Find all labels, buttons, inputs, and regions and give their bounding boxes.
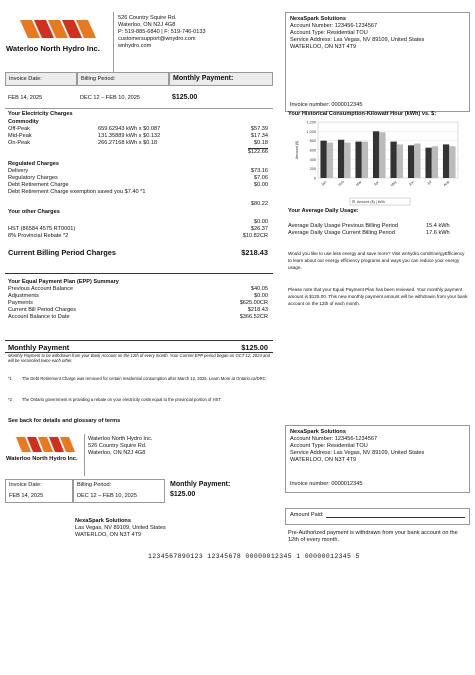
chart-legend-label: Amount ($) | kWh [357,200,385,204]
epp-row [8,314,268,321]
chart-bar [425,148,431,178]
stub-address-1: 526 Country Squire Rd. [88,442,147,449]
stub-mail-name: NexaSpark Solutions [75,518,131,524]
commodity-row-amount: $57.39 [250,125,268,132]
company-address-2: Waterloo, ON N2J 4G8 [118,21,176,28]
commodity-row [8,140,268,147]
epp-row-amount: $218.43 [247,306,268,313]
invoice-date-label: Invoice Date: [5,72,77,86]
stub-monthly-payment-cell [167,479,277,503]
footnote-2-mark: *2 [8,397,12,402]
invoice-number: Invoice number: 0000012345 [290,102,363,109]
commodity-total-row [8,148,268,156]
commodity-list [8,126,268,147]
chart-bar [443,144,449,178]
commodity-row-detail: 266.27168 kWh x $0.18 [98,139,158,146]
company-web[interactable]: wnhydro.com [118,42,152,49]
chart-bar [355,142,361,178]
other-row-label: 8% Provincial Rebate *2 [8,232,69,239]
company-phone: P: 519-885-6840 | F: 519-746-0133 [118,28,206,35]
company-email[interactable]: customersupport@wnydro.com [118,35,196,42]
stub-logo-mark-icon [6,436,86,453]
regulated-row [8,189,268,196]
epp-row-label: Previous Account Balance [8,285,73,292]
customer-city: WATERLOO, ON N3T 4T9 [290,43,357,50]
epp-row-amount: $40.05 [250,285,268,292]
chart-y-tick-label: 1,000 [306,129,316,134]
see-back-note: See back for details and glossary of terms [8,418,121,424]
avg-row-previous [288,223,468,230]
current-charges-row [8,248,268,257]
stub-customer-name: NexaSpark Solutions [290,429,346,435]
chart-y-tick-label: 400 [309,157,316,162]
regulated-list [8,168,268,196]
preauth-text: Pre-Authorized payment is withdrawn from your bank account on the 12th of every month. [288,530,458,543]
chart-x-tick-label: Mar [355,179,363,188]
avg-current-label: Average Daily Usage Current Billing Period [288,229,395,236]
regulated-row-label: Regulatory Charges [8,174,58,181]
chart-x-tick-label: Aug [442,179,450,188]
regulated-total-row [8,201,268,208]
monthly-payment-value: $125.00 [172,94,198,101]
epp-row-label: Payments [8,299,33,306]
regulated-row-label: Debt Retirement Charge exemption saved you $7.40 *1 [8,188,146,195]
charges-section [8,111,268,257]
epp-review-text: Please note that your Equal Payment Plan has been reviewed. Your monthly payment amount is $125.00. This new monthly payment amount will be withdrawn from your bank account on the 12th of each month. [288,287,468,306]
chart-y-tick-label: 600 [309,148,316,153]
commodity-row-detail: 131.35889 kWh x $0.132 [98,132,161,139]
chart-x-tick-label: Feb [337,179,345,188]
invoice-date-value: FEB 14, 2025 [8,95,43,101]
monthly-payment-title: Monthly Payment [8,343,70,352]
other-row-amount: $26.37 [250,225,268,232]
chart-legend-swatch [352,200,355,203]
chart-y-tick-label: 0 [313,176,316,181]
chart-bar [449,146,455,178]
epp-row [8,307,268,314]
regulated-row-amount: $7.06 [254,174,268,181]
commodity-row-label: On-Peak [8,139,31,146]
other-zero: $0.00 [254,218,268,225]
invoice-header-table [5,72,285,108]
footnote-1 [8,376,270,381]
epp-row-label: Adjustments [8,292,39,299]
stub-header-table [5,479,285,509]
epp-row-label: Current Bill Period Charges [8,306,77,313]
epp-row-amount: $366.52CR [239,313,268,320]
chart-x-tick-label: Apr [373,179,380,187]
footnote-1-mark: *1 [8,376,12,381]
account-number: Account Number: 123456-1234567 [290,22,378,29]
history-chart-svg [290,118,470,210]
regulated-row-label: Debt Retirement Charge [8,181,69,188]
other-title: Your other Charges [8,208,60,215]
chart-y-tick-label: 200 [309,167,316,172]
amount-paid-field[interactable] [326,512,465,518]
other-row-label: HST (86584 4575 RT0001) [8,225,76,232]
commodity-row-label: Mid-Peak [8,132,32,139]
epp-row-amount: $625.00CR [239,299,268,306]
current-charges-label: Current Billing Period Charges [8,247,117,257]
epp-title: Your Equal Payment Plan (EPP) Summary [8,279,119,285]
epp-row-amount: $0.00 [254,292,268,299]
regulated-row-amount: $73.16 [250,167,268,174]
company-logo [6,18,112,52]
epp-section [8,279,268,321]
stub-billing-period-cell [73,479,165,503]
stub-city: WATERLOO, ON N3T 4T9 [290,456,357,463]
chart-bar [344,143,350,178]
commodity-row [8,126,268,133]
chart-bar [414,143,420,178]
stub-mail-address-1: Las Vegas, NV 89109, United States [75,524,166,531]
stub-invoice-date-label: Invoice Date: [9,482,42,488]
stub-barcode-line: 1234567890123 12345678 00000012345 1 00000012345 5 [148,553,360,560]
stub-invoice-date: FEB 14, 2025 [9,492,44,499]
epp-row [8,293,268,300]
regulated-title: Regulated Charges [8,160,59,167]
commodity-row-amount: $17.34 [250,132,268,139]
chart-bar [408,145,414,178]
chart-bar [379,132,385,178]
regulated-row [8,182,268,189]
epp-row-label: Account Balance to Date [8,313,70,320]
stub-address-2: Waterloo, ON N2J 4G8 [88,449,146,456]
commodity-row-detail: 659.62943 kWh x $0.087 [98,125,161,132]
stub-service-address: Service Address: Las Vegas, NV 89109, United States [290,449,425,456]
chart-bar [432,146,438,178]
commodity-total: $122.66 [247,148,268,155]
chart-x-tick-label: Jul [426,179,433,186]
monthly-note: Monthly Payment to be withdrawn from your Bank Account on the 12th of every month. Your Current EPP period began on OCT 12, 2024 and will be reconciled twice each other. [8,353,270,364]
other-zero-row [8,219,268,226]
epp-row [8,300,268,307]
regulated-row-label: Delivery [8,167,29,174]
epp-list [8,286,268,321]
stub-monthly-payment-label: Monthly Payment: [170,481,231,488]
amount-paid-label: Amount Paid: [290,512,324,518]
chart-x-tick-label: May [389,179,398,188]
other-row [8,226,268,233]
chart-bar [397,144,403,178]
other-row-amount: $10.82CR [242,232,268,239]
chart-bar [327,143,333,178]
chart-bar [362,142,368,178]
service-address: Service Address: Las Vegas, NV 89109, United States [290,36,425,43]
monthly-payment-row [8,343,268,352]
footnote-1-text: The Debt Retirement Charge was removed for certain residential consumption after March 12, 2025. Learn More at Ontario.ca/DRC [22,376,266,381]
company-name: Waterloo North Hydro Inc. [6,43,100,53]
stub-company-address [84,434,284,476]
stub-mailing-address [75,518,166,539]
monthly-payment-amount: $125.00 [241,343,268,352]
stub-account-type: Account Type: Residential TOU [290,442,368,449]
avg-previous-value: 15.4 kWh [426,223,450,229]
amount-paid-box [285,508,470,525]
chart-y-axis-label: Amount ($) [295,140,299,160]
other-list [8,226,268,240]
energy-efficiency-text: Would you like to use less energy and save more? Visit wnhydro.com/EnergyEfficiency to learn about our energy efficiency programs and ways you can reduce your energy usage. [288,251,465,270]
epp-row [8,286,268,293]
chart-bar [320,141,326,178]
avg-row-current [288,230,468,237]
header-divider [5,108,273,109]
avg-title: Your Average Daily Usage: [288,208,359,214]
customer-block [285,12,470,112]
regulated-total: $80.22 [250,200,268,207]
chart-x-tick-label: Jun [408,179,415,187]
logo-mark-icon [6,18,112,40]
company-address-block [113,12,285,72]
stub-invoice-number: Invoice number: 0000012345 [290,481,363,488]
stub-logo [6,436,86,462]
commodity-row-label: Off-Peak [8,125,30,132]
regulated-row [8,175,268,182]
chart-y-tick-label: 1,200 [306,120,316,125]
customer-name: NexaSpark Solutions [290,16,346,22]
commodity-row [8,133,268,140]
avg-previous-label: Average Daily Usage Previous Billing Period [288,223,398,229]
commodity-title: Commodity [8,118,39,125]
stub-billing-period: DEC 12 – FEB 10, 2025 [77,492,138,499]
avg-current-value: 17.6 kWh [426,229,450,236]
chart-bar [373,131,379,178]
stub-mail-address-2: WATERLOO, ON N3T 4T9 [75,531,142,538]
chart-x-tick-label: Jan [320,179,328,187]
avg-rows [288,223,468,237]
stub-company-name: Waterloo North Hydro Inc. [6,455,78,462]
commodity-row-amount: $0.18 [254,139,268,146]
chart-bar [390,142,396,178]
footnote-2-text: The Ontario government is providing a rebate on your electricity costs equal to the provincial portion of HST [22,397,222,402]
stub-invoice-date-cell [5,479,73,503]
company-address-1: 526 Country Squire Rd. [118,15,177,21]
monthly-payment-label: Monthly Payment: [169,72,273,86]
stub-customer-block [285,425,470,493]
regulated-row [8,168,268,175]
billing-period-value: DEC 12 – FEB 10, 2025 [80,95,141,101]
chart-y-tick-label: 800 [309,139,316,144]
charges-title: Your Electricity Charges [8,111,73,117]
current-charges-amount: $218.43 [241,247,268,257]
history-title: Your Historical Consumption-Kilowatt Hour (kWh) vs. $: [288,111,437,117]
stub-company-name-line: Waterloo North Hydro Inc. [88,436,153,442]
footnote-2 [8,397,270,402]
billing-period-label: Billing Period: [77,72,169,86]
other-row [8,233,268,240]
charges-divider [5,273,273,274]
stub-billing-period-label: Billing Period: [77,482,112,488]
chart-bar [338,140,344,178]
stub-monthly-payment: $125.00 [170,490,196,498]
epp-divider [5,340,273,341]
account-type: Account Type: Residential TOU [290,29,368,36]
stub-account-number: Account Number: 123456-1234567 [290,435,378,442]
history-chart [290,118,470,210]
regulated-row-amount: $0.00 [254,181,268,188]
